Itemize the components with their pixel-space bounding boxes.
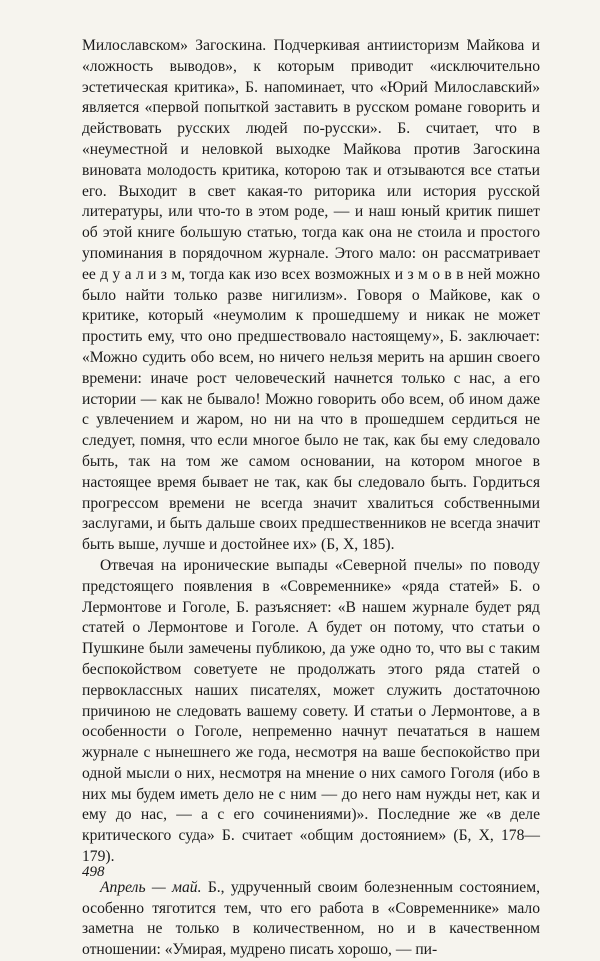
paragraph-1: Милославском» Загоскина. Подчеркивая антиисторизм Майкова и «ложность выводов», к которым приводит «исключительно эстетическая критика», Б. напоминает, что «Юрий Милославский» является «первой попыткой заставить в русском романе говорить и действовать русских людей по-русски». Б. считает, что в «неуместной и неловкой выходке Майкова против Загоскина виновата молодость критика, которою так и отзываются все статьи его. Выходит в свет какая-то риторика или история русской литературы, или что-то в этом роде, — и наш юный критик пишет об этой книге большую статью, тогда как она не стоила и простого упоминания в порядочном журнале. Этого мало: он рассматривает ее д у а л и з м, тогда как изо всех возможных и з м о в в ней можно было найти только разве нигилизм». Говоря о Майкове, как о критике, который «неумолим к прошедшему и никак не может простить ему, что оно предшествовало настоящему», Б. заключает: «Можно судить обо всем, но ничего нельзя мерить на аршин своего времени: иначе рост человеческий начнется только с нас, а его истории — как не бывало! Можно говорить обо всем, об ином даже с увлечением и жаром, но ни на что в прошедшем сердиться не следует, помня, что если многое было не так, как бы ему следовало быть, так на том же самом основании, на котором многое в настоящее время бывает не так, как бы следовало быть. Гордиться прогрессом времени не всегда значит хвалиться собственными заслугами, и быть дальше своих предшественников не всегда значит быть выше, лучше и достойнее их» (Б, X, 185). (82, 37, 540, 554)
paragraph-3-text: Б., удрученный своим болезненным состоянием, особенно тяготится тем, что его работа в «Современнике» мало заметна не только в количественном, но и в качественном отношении: «Умирая, мудрено писать хорошо, — пи- (82, 878, 540, 959)
entry-date: Апрель — май. (100, 878, 202, 896)
paragraph-3 (82, 878, 540, 961)
main-text (82, 36, 540, 961)
page-number: 498 (82, 864, 105, 880)
paragraph-2: Отвечая на иронические выпады «Северной пчелы» по поводу предстоящего появления в «Современнике» «ряда статей» Б. о Лермонтове и Гоголе, Б. разъясняет: «В нашем журнале будет ряд статей о Лермонтове и Гоголе. А будет он потому, что статьи о Пушкине были замечены публикою, да уже одно то, что вы с таким беспокойством советуете не продолжать этого ряда статей о первоклассных наших писателях, может служить достаточною причиною не следовать вашему совету. И статьи о Лермонтове, а в особенности о Гоголе, непременно начнут печататься в нашем журнале с нынешнего же года, несмотря на ваше беспокойство при одной мысли о них, несмотря на мнение о них самого Гоголя (ибо в них мы будем иметь дело не с ним — до него нам нужды нет, как и ему до нас, — а с его сочинениями)». Последние же «в деле критического суда» Б. считает «общим достоянием» (Б, X, 178—179). (82, 556, 540, 866)
